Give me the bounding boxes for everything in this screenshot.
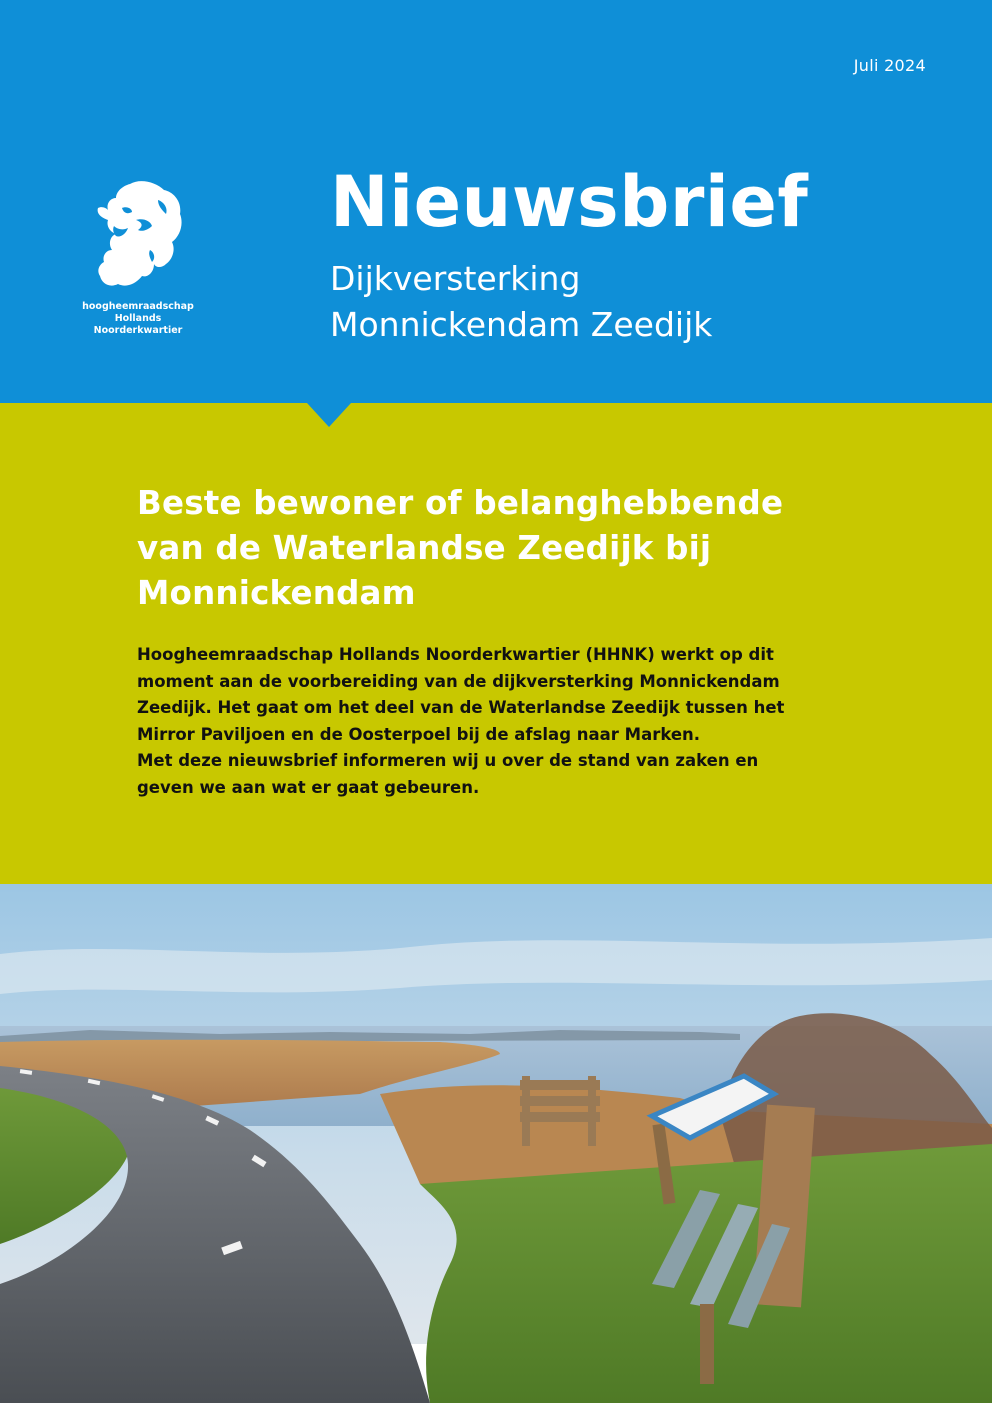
paragraph-line: Met deze nieuwsbrief informeren wij u over de stand van zaken en — [137, 751, 759, 770]
paragraph-line: Hoogheemraadschap Hollands Noorderkwartier (HHNK) werkt op dit — [137, 645, 774, 664]
heading-line: Beste bewoner of belanghebbende — [137, 484, 784, 522]
intro-heading — [137, 481, 897, 616]
paragraph-line: geven we aan wat er gaat gebeuren. — [137, 777, 480, 797]
subtitle-line: Dijkversterking — [330, 259, 581, 298]
intro-paragraph — [137, 642, 857, 801]
dike-landscape-photo — [0, 884, 992, 1403]
paragraph-line: moment aan de voorbereiding van de dijkversterking Monnickendam — [137, 671, 780, 691]
landscape-illustration — [0, 884, 992, 1403]
logo-wordmark — [82, 301, 194, 337]
intro-section — [0, 403, 992, 884]
logo-text-line: Hollands — [114, 313, 162, 324]
paragraph-line: Mirror Paviljoen en de Oosterpoel bij de afslag naar Marken. — [137, 724, 701, 744]
issue-date: Juli 2024 — [853, 56, 926, 75]
logo-text-line: Noorderkwartier — [93, 325, 183, 336]
subtitle-line: Monnickendam Zeedijk — [330, 305, 713, 344]
heading-line: van de Waterlandse Zeedijk bij — [137, 529, 712, 567]
speech-notch — [307, 403, 351, 427]
logo-text-line: hoogheemraadschap — [82, 301, 194, 312]
newsletter-subtitle — [330, 256, 712, 348]
heading-line: Monnickendam — [137, 574, 416, 612]
paragraph-line: Zeedijk. Het gaat om het deel van de Waterlandse Zeedijk tussen het — [137, 698, 785, 717]
newsletter-title: Nieuwsbrief — [330, 161, 809, 243]
lion-logo-icon — [92, 180, 184, 292]
hhnk-logo — [82, 180, 194, 340]
header-banner — [0, 0, 992, 403]
